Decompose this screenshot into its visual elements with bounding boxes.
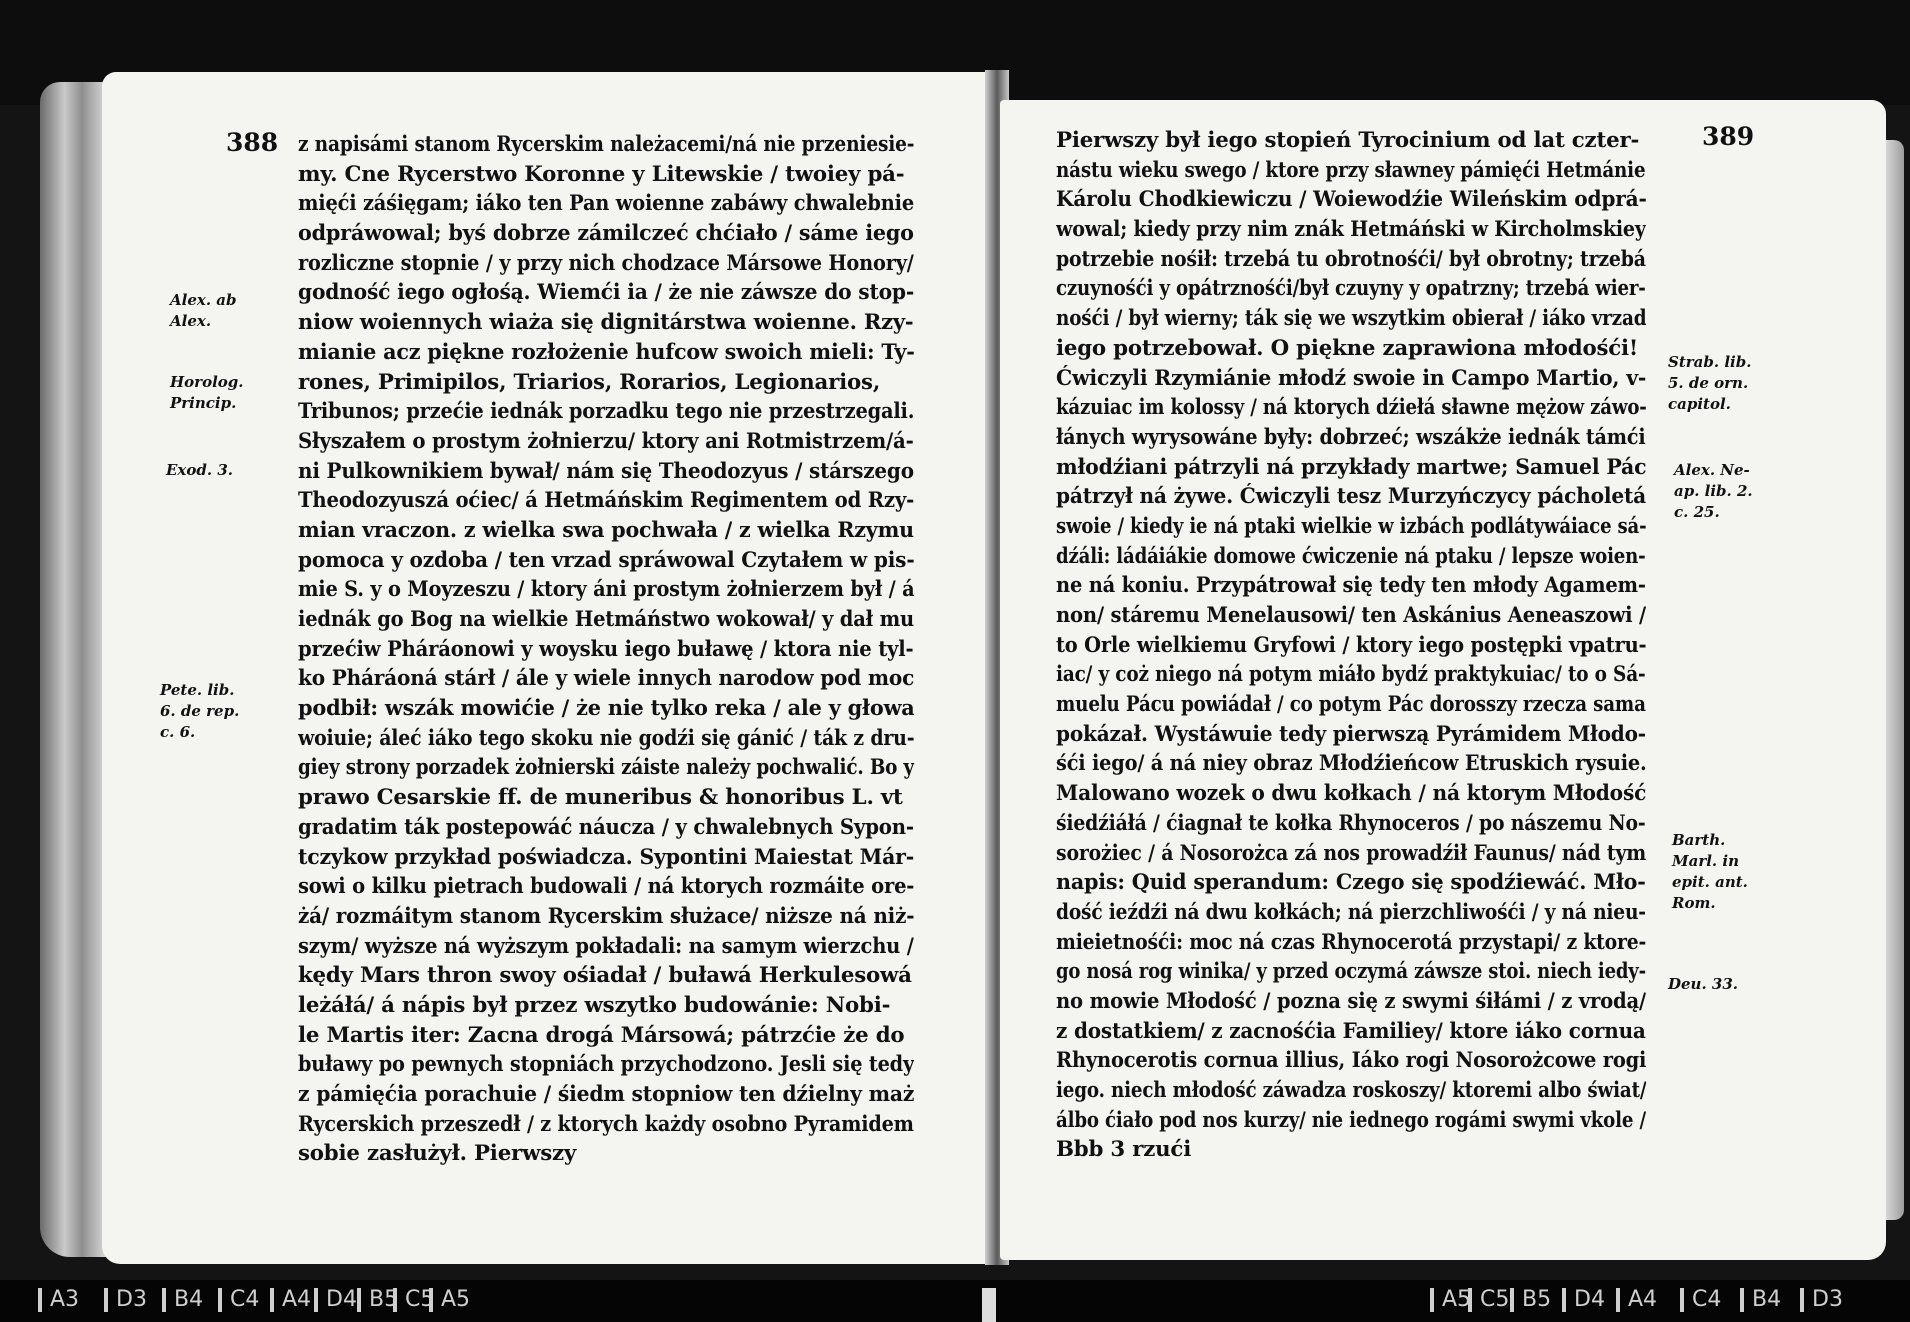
text-line: Károlu Chodkiewiczu / Woiewodźie Wileńskim odprá- [1056, 187, 1647, 213]
text-line: napis: Quid sperandum: Czego się spodźiewáć. Mło- [1056, 870, 1646, 896]
book-fore-edge-left [40, 82, 110, 1257]
text-line: Rhynocerotis cornua illius, Iáko rogi Nosorożcowe rogi [1056, 1048, 1647, 1074]
text-line: mie S. y o Moyzeszu / ktory áni prostym żołnierzem był / á [298, 577, 915, 603]
text-line: Tribunos; przećie iednák porzadku tego nie przestrzegali. [298, 399, 915, 425]
margin-note: Deu. 33. [1668, 975, 1738, 993]
text-line: przećiw Pháráonowi y woysku iego buławę / ktora nie tyl- [298, 636, 914, 662]
text-line: mieietnośći: moc ná czas Rhynocerotá przystapi/ z ktore- [1056, 929, 1647, 955]
text-line: no mowie Młodość / pozna się z swymi śiłámi / z vrodą/ [1056, 988, 1646, 1014]
text-line: mięći záśięgam; iáko ten Pan woienne zabáwy chwalebnie [298, 191, 914, 217]
text-line: Słyszałem o prostym żołnierzu/ ktory ani Rotmistrzem/á- [298, 428, 914, 454]
margin-note: Barth. Marl. in epit. ant. Rom. [1672, 831, 1748, 912]
text-line: gradatim ták postepowáć náucza / y chwalebnych Sypon- [298, 814, 914, 840]
text-line: potrzebie nośił: trzebá tu obrotnośći/ był obrotny; trzebá [1056, 246, 1646, 272]
ruler-label: D4 [1562, 1288, 1605, 1312]
ruler-label: A4 [270, 1288, 311, 1312]
ruler-label: B4 [1740, 1288, 1781, 1312]
text-line: Ćwiczyli Rzymiánie młodź swoie in Campo Martio, v- [1056, 365, 1647, 391]
text-line: śiedźiáłá / ćiagnał te kołka Rhynoceros / po nászemu No- [1056, 810, 1646, 836]
text-line: sobie zasłużył. Pierwszy [298, 1141, 577, 1167]
text-line: Rycerskich przeszedł / z ktorych każdy osobno Pyramidem [298, 1111, 914, 1137]
margin-note: Pete. lib. 6. de rep. c. 6. [160, 681, 240, 741]
text-line: ko Pháráoná stárł / ále y wiele innych narodow pod moc [298, 666, 915, 692]
ruler-label: A3 [38, 1288, 79, 1312]
text-line: swoie / kiedy ie ná ptaki wielkie w izbách podlátywáiace sá- [1056, 513, 1647, 539]
text-line: iac/ y coż niego ná potym miáło bydź praktykuiac/ to o Sá- [1056, 662, 1646, 688]
margin-note: Horolog. Princip. [170, 373, 244, 412]
text-line: mian vraczon. z wielka swa pochwała / z wielka Rzymu [298, 517, 914, 543]
text-line: czuynośći y opátrznośći/był czuyny y opatrzny; trzebá wier- [1056, 276, 1646, 302]
text-line: z pámięćia porachuie / śiedm stopniow ten dźielny maż [298, 1082, 915, 1107]
ruler-label: A4 [1616, 1288, 1657, 1312]
page-number: 388 [226, 128, 279, 157]
text-line: Bbb 3 rzući [1056, 1137, 1192, 1163]
text-line: prawo Cesarskie ff. de muneribus & honoribus L. vt [298, 785, 903, 811]
text-line: kázuiac im kolossy / ná ktorych dźiełá sławne mężow záwo- [1056, 395, 1647, 421]
margin-note: Exod. 3. [166, 461, 233, 479]
page-number: 389 [1702, 122, 1755, 151]
text-line: tczykow przykład poświadcza. Sypontini Maiestat Már- [298, 844, 915, 870]
text-line: nośći / był wierny; ták się we wszytkim obierał / iáko vrzad [1056, 306, 1647, 332]
page-text-block [1056, 126, 1646, 1165]
text-line: dźáli: ládáiákie domowe ćwiczenie ná ptaku / lepsze woien- [1056, 543, 1646, 569]
text-line: pomoca y ozdoba / ten vrzad spráwowal Czytałem w pis- [298, 547, 915, 573]
ruler-label: A5 [1430, 1288, 1471, 1312]
ruler-label: B4 [162, 1288, 203, 1312]
ruler-label: B5 [1510, 1288, 1551, 1312]
ruler-label: B5 [357, 1288, 398, 1312]
ruler-label: D3 [1800, 1288, 1843, 1312]
text-line: dość ieźdźi ná dwu kołkách; ná pierzchliwośći / y ná nieu- [1056, 899, 1646, 925]
right-page [1000, 100, 1886, 1260]
left-page [102, 72, 992, 1264]
text-line: śći iego/ á ná niey obraz Młodźieńcow Etruskich rysuie. [1056, 751, 1647, 777]
text-line: sorożiec / á Nosorożca zá nos prowadźił Faunus/ nád tym [1056, 840, 1647, 866]
text-line: kędy Mars thron swoy ośiadał / buławá Herkulesowá [298, 963, 912, 989]
text-line: woiuie; áleć iáko tego skoku nie godźi się gánić / ták z dru- [298, 725, 915, 751]
text-line: ne ná koniu. Przypátrował się tedy ten młody Agamem- [1056, 573, 1646, 599]
ruler-label: C5 [393, 1288, 434, 1312]
ruler-label: C4 [1680, 1288, 1721, 1312]
margin-note: Strab. lib. 5. de orn. capitol. [1668, 353, 1752, 413]
text-line: iednák go Bog na wielkie Hetmáństwo wokował/ y dał mu [298, 607, 914, 632]
text-line: my. Cne Rycerstwo Koronne y Litewskie / twoiey pá- [298, 161, 905, 187]
text-line: non/ stáremu Menelausowi/ ten Askánius Aeneaszowi / [1056, 603, 1646, 628]
text-line: wowal; kiedy przy nim znák Hetmáński w Kircholmskiey [1056, 217, 1646, 243]
text-line: Pierwszy był iego stopień Tyrocinium od lat czter- [1056, 128, 1640, 153]
page-text-block [298, 130, 914, 1169]
text-line: godność iego ogłośą. Wiemći ia / że nie záwsze do stop- [298, 280, 914, 306]
text-line: nástu wieku swego / ktore przy sławney pámięći Hetmánie [1056, 157, 1646, 183]
ruler-label: C4 [218, 1288, 259, 1312]
text-line: odpráwowal; byś dobrze zámilczeć chćiało / sáme iego [298, 221, 914, 247]
ruler-label: C5 [1468, 1288, 1509, 1312]
text-line: Malowano wozek o dwu kołkach / ná ktorym Młodość [1056, 781, 1646, 807]
text-line: z napisámi stanom Rycerskim należacemi/ná nie przeniesie- [298, 132, 915, 157]
text-line: muelu Pácu powiádał / co potym Pác dorosszy rzecza sama [1056, 692, 1646, 718]
text-line: pokázał. Wystáwuie tedy pierwszą Pyrámidem Młodo- [1056, 721, 1646, 747]
text-line: podbił: wszák mowićie / że nie tylko reka / ale y głowa [298, 696, 915, 722]
text-line: buławy po pewnych stopniách przychodzono. Jesli się tedy [298, 1052, 915, 1078]
text-line: iego. niech młodość záwadza roskoszy/ ktoremi albo świat/ [1056, 1078, 1647, 1103]
text-line: młodźiani pátrzyli ná przykłady martwe; Samuel Pác [1056, 454, 1647, 480]
text-line: to Orle wielkiemu Gryfowi / ktory iego postępki vpatru- [1056, 632, 1647, 658]
text-line: álbo ćiało pod nos kurzy/ nie iednego rogámi swymi vkole / [1056, 1107, 1646, 1133]
ruler-label: D4 [314, 1288, 357, 1312]
text-line: żá/ rozmáitym stanom Rycerskim służace/ niższe ná niż- [298, 903, 915, 929]
text-line: le Martis iter: Zacna drogá Mársowá; pátrzćie że do [298, 1022, 905, 1048]
ruler-label: D3 [104, 1288, 147, 1312]
ruler-center-mark [982, 1288, 996, 1322]
film-ruler [0, 1280, 1910, 1322]
text-line: ni Pulkownikiem bywał/ nám się Theodozyus / stárszego [298, 458, 914, 484]
text-line: z dostatkiem/ z zacnośćia Familiey/ ktore iáko cornua [1056, 1018, 1646, 1044]
text-line: szym/ wyższe ná wyższym pokładali: na samym wierzchu / [298, 933, 914, 959]
text-line: iego potrzebował. O piękne zaprawiona młodośći! [1056, 335, 1639, 361]
text-line: niow woiennych wiaża się dignitárstwa woienne. Rzy- [298, 310, 914, 336]
text-line: rones, Primipilos, Triarios, Rorarios, Legionarios, [298, 369, 881, 395]
text-line: Theodozyuszá oćiec/ á Hetmáńskim Regimentem od Rzy- [298, 488, 914, 514]
text-line: leżáłá/ á nápis był przez wszytko budowánie: Nobi- [298, 992, 891, 1018]
margin-note: Alex. Ne- ap. lib. 2. c. 25. [1674, 461, 1753, 521]
text-line: go nosá rog winika/ y przed oczymá záwsze stoi. niech iedy- [1056, 959, 1646, 985]
margin-note: Alex. ab Alex. [170, 291, 237, 330]
text-line: rozliczne stopnie / y przy nich chodzace Mársowe Honory/ [298, 250, 914, 276]
ruler-label: A5 [429, 1288, 470, 1312]
text-line: łánych wyrysowáne były: dobrzeć; wszákże iednák támći [1056, 424, 1646, 450]
text-line: mianie acz piękne rozłożenie hufcow swoich mieli: Ty- [298, 339, 915, 365]
text-line: pátrzył ná żywe. Ćwiczyli tesz Murzyńczycy pácholetá [1056, 484, 1646, 510]
text-line: giey strony porzadek żołnierski záiste należy pochwalić. Bo y [298, 755, 915, 781]
text-line: sowi o kilku pietrach budowali / ná ktorych rozmáite ore- [298, 874, 915, 900]
